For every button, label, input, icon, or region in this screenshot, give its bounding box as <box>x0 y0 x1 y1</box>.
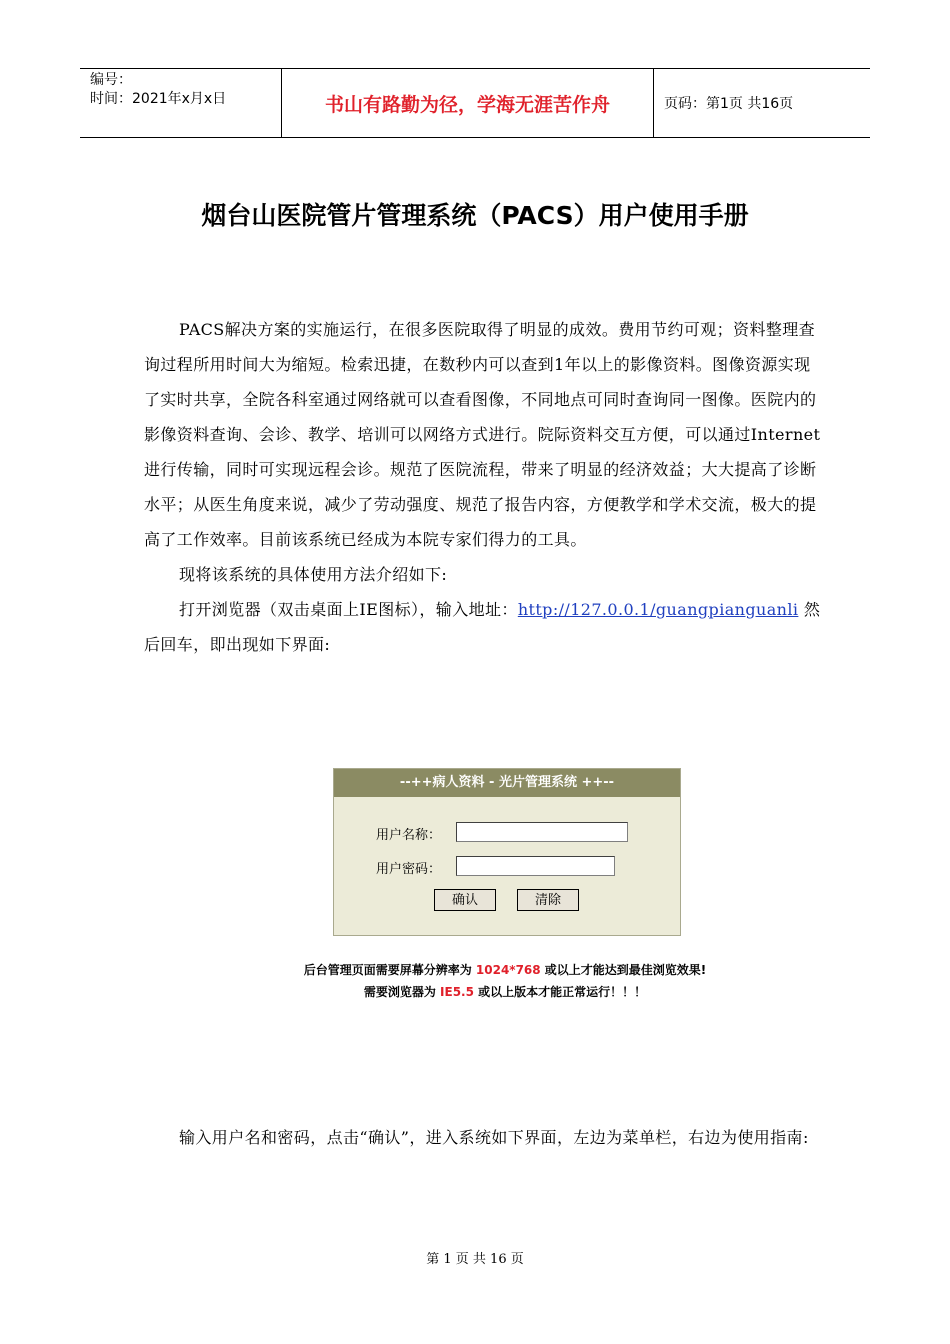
confirm-button[interactable]: 确认 <box>434 889 496 911</box>
username-input[interactable] <box>456 822 628 842</box>
clear-button[interactable]: 清除 <box>517 889 579 911</box>
login-panel <box>333 768 681 936</box>
document-title: 烟台山医院管片管理系统（PACS）用户使用手册 <box>201 201 749 230</box>
browser-note <box>0 983 950 1000</box>
header-page-info: 页码：第1页 共16页 <box>664 96 794 112</box>
method-paragraph: 现将该系统的具体使用方法介绍如下: <box>179 565 448 584</box>
note2-prefix: 需要浏览器为 <box>363 985 441 999</box>
open-prefix: 打开浏览器（双击桌面上IE图标），输入地址： <box>179 600 518 619</box>
username-label: 用户名称： <box>376 828 442 843</box>
page-header <box>80 68 870 138</box>
time-label: 时间：2021年x月x日 <box>90 91 227 107</box>
password-label: 用户密码： <box>376 862 442 877</box>
header-motto: 书山有路勤为径，学海无涯苦作舟 <box>281 69 654 137</box>
note1-prefix: 后台管理页面需要屏幕分辨率为 <box>303 963 476 977</box>
header-meta <box>80 69 281 137</box>
password-input[interactable] <box>456 856 615 876</box>
login-header: --++病人资料 - 光片管理系统 ++-- <box>334 769 680 797</box>
note1-value: 1024*768 <box>475 963 541 977</box>
login-instructions <box>144 1120 824 1155</box>
address-link[interactable]: http://127.0.0.1/guangpianguanli <box>517 600 799 619</box>
note1-suffix: 或以上才能达到最佳浏览效果! <box>540 963 707 977</box>
note2-suffix: 或以上版本才能正常运行！！！ <box>473 985 647 999</box>
intro-paragraph: PACS解决方案的实施运行，在很多医院取得了明显的成效。费用节约可观；资料整理查询过程所用时间大为缩短。检索迅捷，在数秒内可以查到1年以上的影像资料。图像资源实现了实时共享，全院各科室通过网络就可以查看图像，不同地点可同时查询同一图像。医院内的影像资料查询、会诊、教学、培训可以网络方式进行。院际资料交互方便，可以通过Internet进行传输，同时可实现远程会诊。规范了医院流程，带来了明显的经济效益；大大提高了诊断水平；从医生角度来说，减少了劳动强度、规范了报告内容，方便教学和学术交流，极大的提高了工作效率。目前该系统已经成为本院专家们得力的工具。 <box>144 320 821 549</box>
resolution-note <box>0 961 950 978</box>
login-instr-paragraph: 输入用户名和密码，点击“确认”，进入系统如下界面，左边为菜单栏，右边为使用指南: <box>179 1128 809 1147</box>
document-body <box>144 312 824 662</box>
number-label: 编号： <box>90 72 132 88</box>
open-suffix: 然后回车，即出现如下界面: <box>144 600 821 654</box>
open-browser-paragraph <box>144 592 824 662</box>
note2-value: IE5.5 <box>440 985 474 999</box>
page-footer: 第 1 页 共 16 页 <box>426 1252 524 1267</box>
